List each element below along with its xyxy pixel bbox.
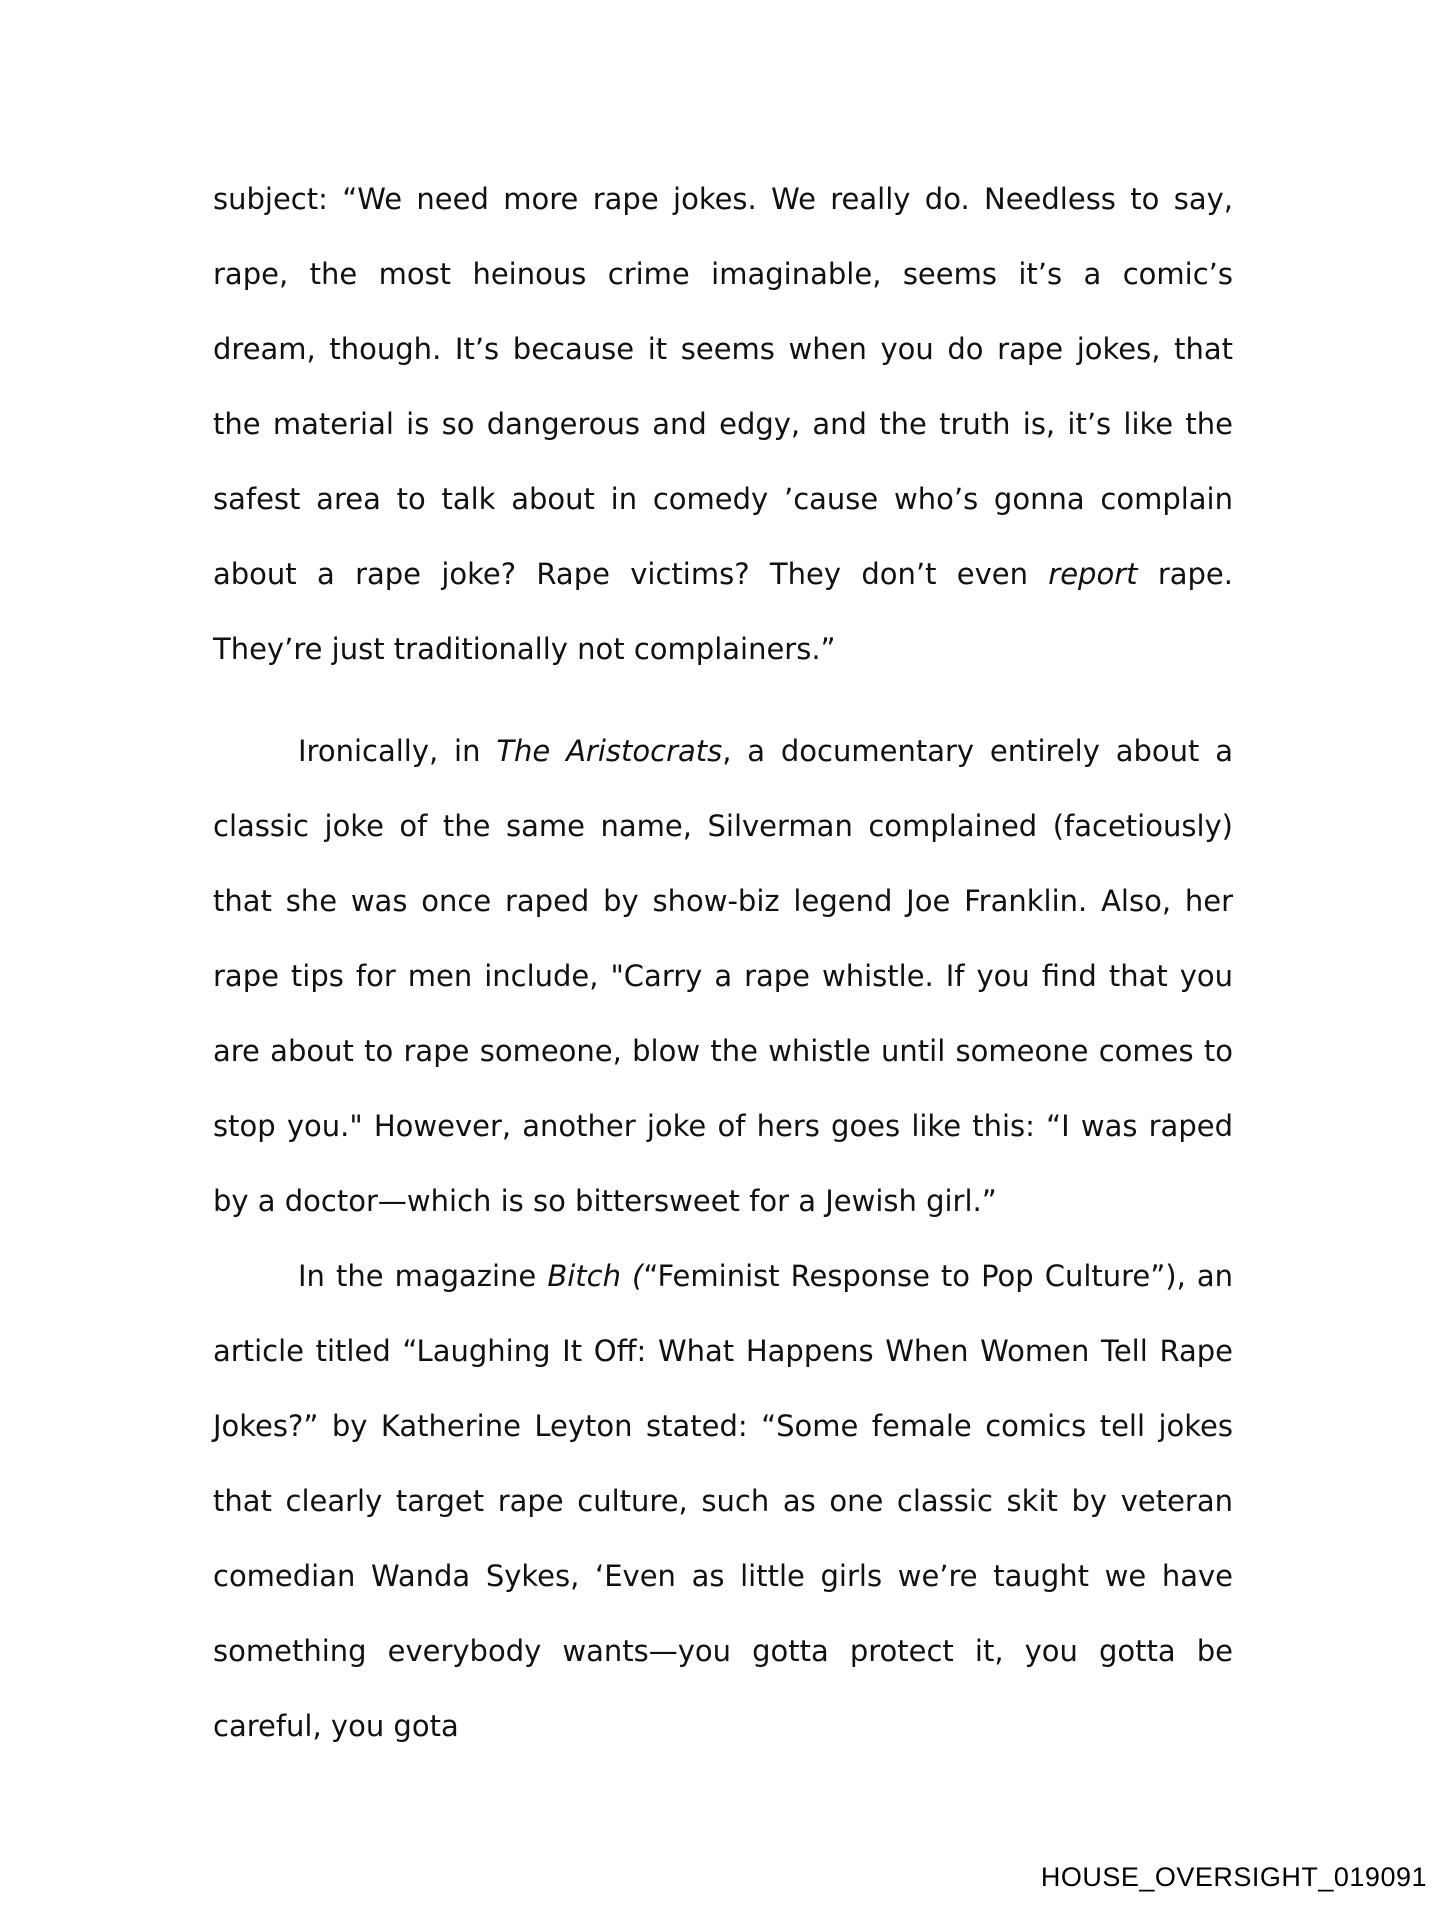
text-run: , a documentary entirely about a classic joke of the same name, Silverman complained (facetiously) that she was once raped by show-biz legend Joe Franklin. Also, her rape tips for men include, "Carry a rape whistle. If you find that you are about to rape someone, blow the whistle until someone comes to stop you." However, another joke of hers goes like this: “I was raped by a doctor—which is so bittersweet for a Jewish girl.” xyxy=(213,734,1233,1218)
text-run: subject: “We need more rape jokes. We really do. Needless to say, rape, the most heinous crime imaginable, seems it’s a comic’s dream, though. It’s because it seems when you do rape jokes, that the material is so dangerous and edgy, and the truth is, it’s like the safest area to talk about in comedy ’cause who’s gonna complain about a rape joke? Rape victims? They don’t even xyxy=(213,182,1233,591)
paragraph-3 xyxy=(213,1239,1233,1764)
bates-number: HOUSE_OVERSIGHT_019091 xyxy=(1040,1862,1427,1892)
document-body xyxy=(213,162,1233,1764)
italic-text-run: The Aristocrats xyxy=(496,734,723,768)
text-run: In the magazine xyxy=(298,1259,548,1293)
paragraph-2 xyxy=(213,714,1233,1239)
italic-text-run: report xyxy=(1048,557,1138,591)
italic-text-run: Bitch ( xyxy=(547,1259,644,1293)
text-run: Ironically, in xyxy=(298,734,497,768)
paragraph-1 xyxy=(213,162,1233,687)
text-run: rape. They’re just traditionally not complainers.” xyxy=(213,557,1233,666)
text-run: “Feminist Response to Pop Culture”), an article titled “Laughing It Off: What Happens When Women Tell Rape Jokes?” by Katherine Leyton stated: “Some female comics tell jokes that clearly target rape culture, such as one classic skit by veteran comedian Wanda Sykes, ‘Even as little girls we’re taught we have something everybody wants—you gotta protect it, you gotta be careful, you gota xyxy=(213,1259,1234,1743)
